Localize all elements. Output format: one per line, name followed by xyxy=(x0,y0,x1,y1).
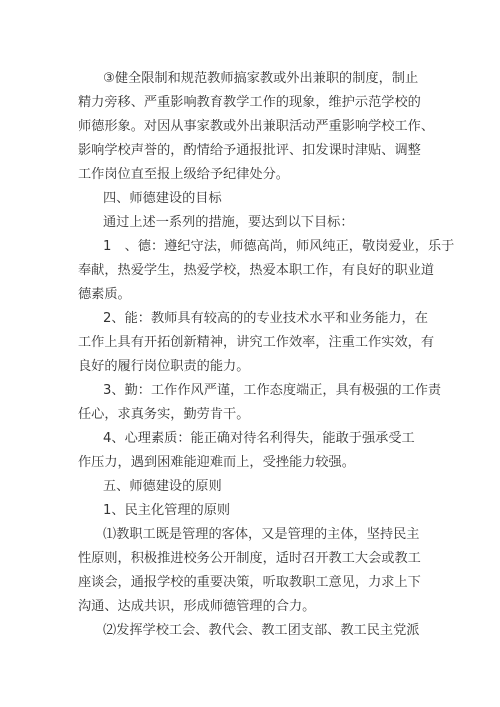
text-line-1: ③健全限制和规范教师搞家教或外出兼职的制度，制止 xyxy=(103,71,419,86)
text-line-22: 座谈会，通报学校的重要决策，听取教职工意见，力求上下 xyxy=(78,575,421,590)
text-line-8: 1 、德：遵纪守法，师德高尚，师风纯正，敬岗爱业，乐于 xyxy=(103,239,455,254)
text-line-9: 奉献，热爱学生，热爱学校，热爱本职工作，有良好的职业道 xyxy=(78,263,435,278)
text-line-7: 通过上述一系列的措施，要达到以下目标： xyxy=(103,215,354,230)
text-line-23: 沟通、达成共识，形成师德管理的合力。 xyxy=(78,599,316,614)
text-line-17: 作压力，遇到困难能迎难而上，受挫能力较强。 xyxy=(78,455,355,470)
text-line-11: 2、能：教师具有较高的的专业技术水平和业务能力，在 xyxy=(103,311,428,326)
text-line-13: 良好的履行岗位职责的能力。 xyxy=(78,359,250,374)
text-line-16: 4、心理素质：能正确对待名利得失，能敢于强承受工 xyxy=(103,431,415,446)
text-line-12: 工作上具有开拓创新精神，讲究工作效率，注重工作实效，有 xyxy=(78,335,435,350)
section-heading-principles: 五、师德建设的原则 xyxy=(103,479,222,494)
section-heading-goals: 四、师德建设的目标 xyxy=(103,191,222,206)
text-line-24: ⑵发挥学校工会、教代会、教工团支部、教工民主党派 xyxy=(103,623,420,638)
text-line-3: 师德形象。对因从事家教或外出兼职活动严重影响学校工作、 xyxy=(78,119,435,134)
text-line-4: 影响学校声誉的，酌情给予通报批评、扣发课时津贴、调整 xyxy=(78,143,421,158)
subsection-heading: 1、民主化管理的原则 xyxy=(103,503,231,518)
text-line-2: 精力旁移、严重影响教育教学工作的现象，维护示范学校的 xyxy=(78,95,421,110)
text-line-21: 性原则，积极推进校务公开制度，适时召开教工大会或教工 xyxy=(78,551,421,566)
text-line-5: 工作岗位直至报上级给予纪律处分。 xyxy=(78,167,289,182)
text-line-10: 德素质。 xyxy=(78,287,131,302)
text-line-15: 任心，求真务实，勤劳肯干。 xyxy=(78,407,250,422)
text-line-14: 3、勤：工作作风严谨，工作态度端正，具有极强的工作责 xyxy=(103,383,442,398)
text-line-20: ⑴教职工既是管理的客体，又是管理的主体，坚持民主 xyxy=(103,527,420,542)
